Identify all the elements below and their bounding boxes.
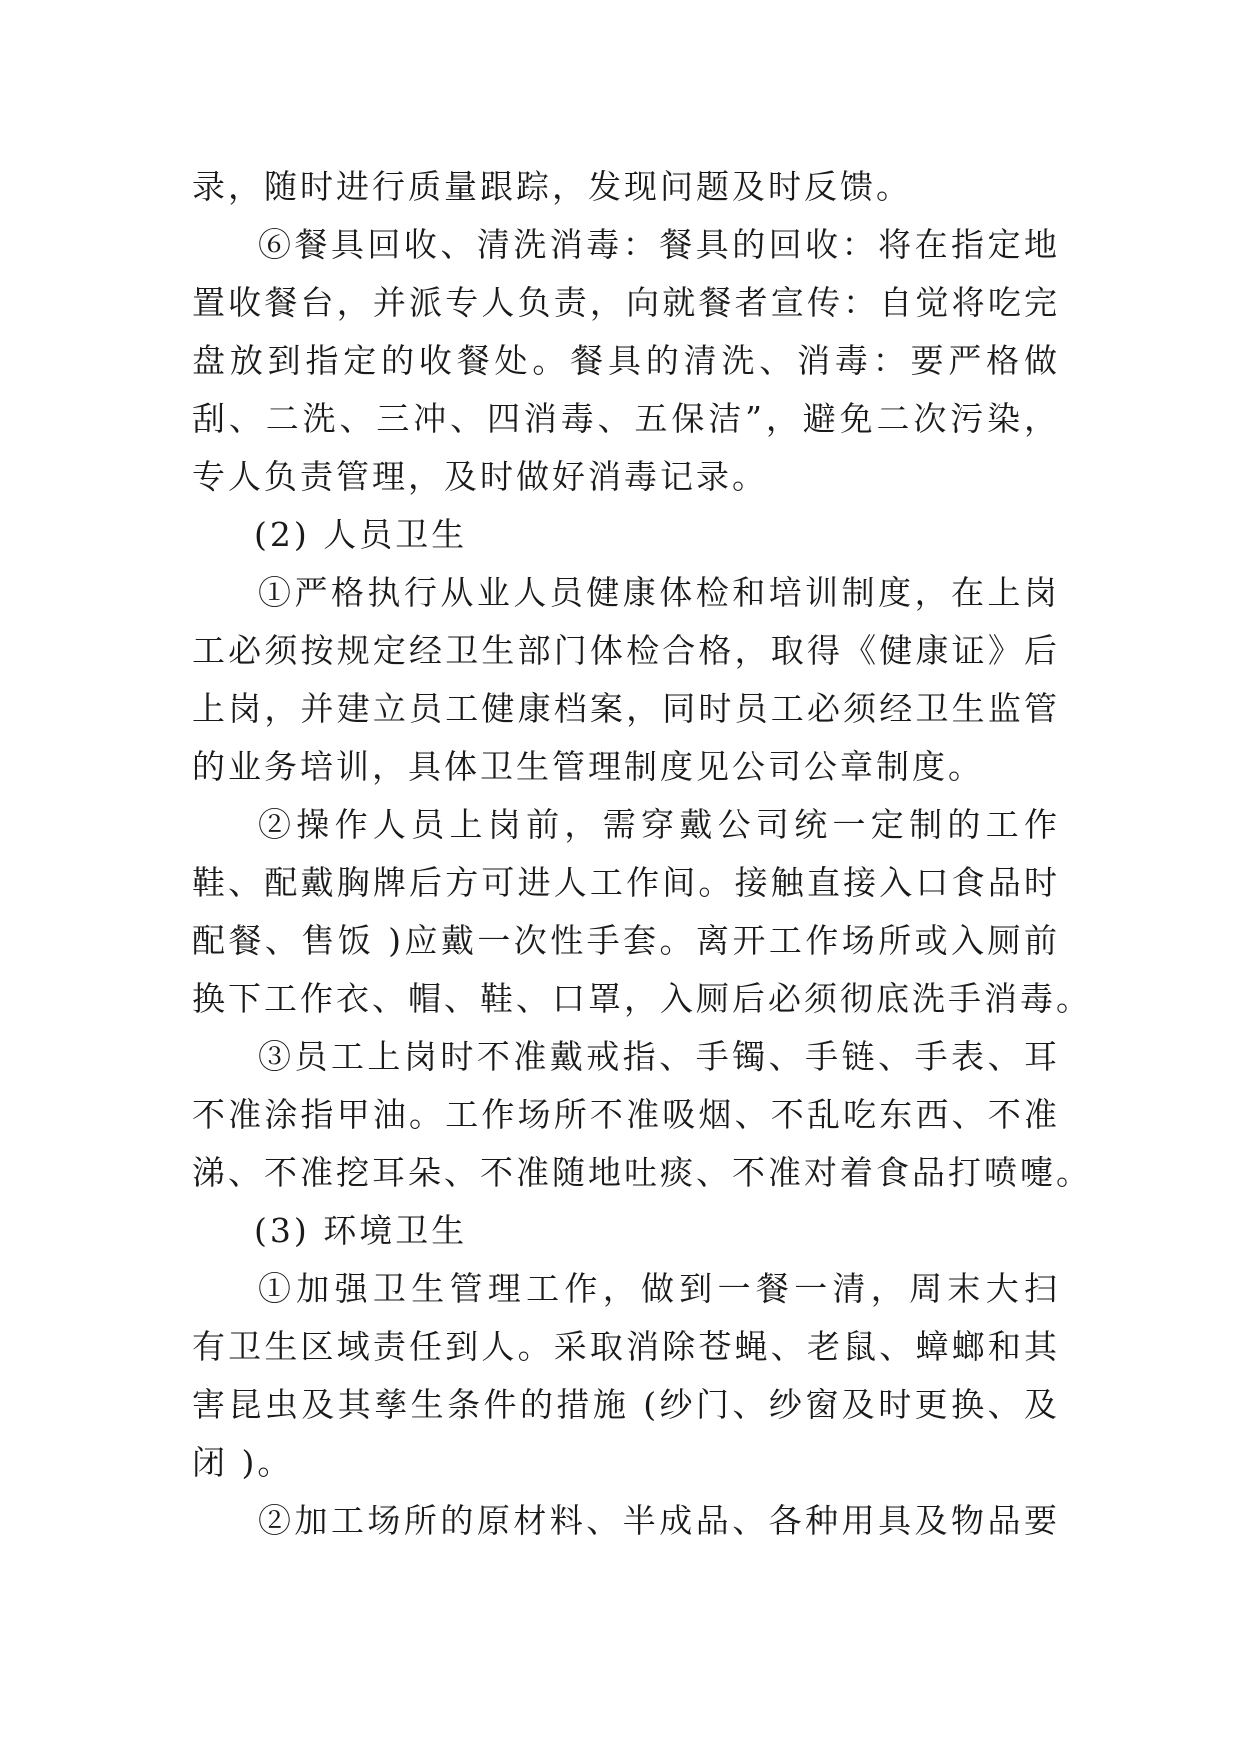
text-line: 闭 )。 xyxy=(192,1443,294,1482)
paragraph-health-check-start: ①严格执行从业人员健康体检和培训制度，在上岗 xyxy=(258,573,1060,612)
text-line: 的业务培训，具体卫生管理制度见公司公章制度。 xyxy=(192,747,984,786)
text-line: 工必须按规定经卫生部门体检合格，取得《健康证》后 xyxy=(192,631,1060,670)
text-line: 置收餐台，并派专人负责，向就餐者宣传：自觉将吃完 xyxy=(192,283,1060,322)
text-line: 有卫生区域责任到人。采取消除苍蝇、老鼠、蟑螂和其 xyxy=(192,1327,1060,1366)
section-heading-personnel-hygiene: (2) 人员卫生 xyxy=(254,515,468,554)
text-line: 换下工作衣、帽、鞋、口罩，入厕后必须彻底洗手消毒。 xyxy=(192,979,1092,1018)
text-line: 上岗，并建立员工健康档案，同时员工必须经卫生监管 xyxy=(192,689,1060,728)
text-line: 专人负责管理，及时做好消毒记录。 xyxy=(192,457,768,496)
document-body xyxy=(192,158,1092,1550)
text-line: 配餐、售饭 )应戴一次性手套。离开工作场所或入厕前 xyxy=(192,921,1060,960)
paragraph-jewelry-start: ③员工上岗时不准戴戒指、手镯、手链、手表、耳 xyxy=(258,1037,1060,1076)
paragraph-materials-start: ②加工场所的原材料、半成品、各种用具及物品要 xyxy=(258,1501,1060,1540)
text-line: 录，随时进行质量跟踪，发现问题及时反馈。 xyxy=(192,167,912,206)
text-line: 不准涂指甲油。工作场所不准吸烟、不乱吃东西、不准 xyxy=(192,1095,1060,1134)
paragraph-cleaning-start: ①加强卫生管理工作，做到一餐一清，周末大扫 xyxy=(258,1269,1060,1308)
paragraph-tableware-recycling-start: ⑥餐具回收、清洗消毒：餐具的回收：将在指定地 xyxy=(258,225,1060,264)
text-line: 涕、不准挖耳朵、不准随地吐痰、不准对着食品打喷嚏。 xyxy=(192,1153,1092,1192)
paragraph-uniform-start: ②操作人员上岗前，需穿戴公司统一定制的工作 xyxy=(258,805,1060,844)
text-line: 刮、二洗、三冲、四消毒、五保洁”，避免二次污染， xyxy=(192,399,1060,438)
text-line: 鞋、配戴胸牌后方可进人工作间。接触直接入口食品时 xyxy=(192,863,1060,902)
section-heading-environment-hygiene: (3) 环境卫生 xyxy=(254,1211,468,1250)
text-line: 害昆虫及其孳生条件的措施 (纱门、纱窗及时更换、及 xyxy=(192,1385,1060,1424)
text-line: 盘放到指定的收餐处。餐具的清洗、消毒：要严格做 xyxy=(192,341,1060,380)
